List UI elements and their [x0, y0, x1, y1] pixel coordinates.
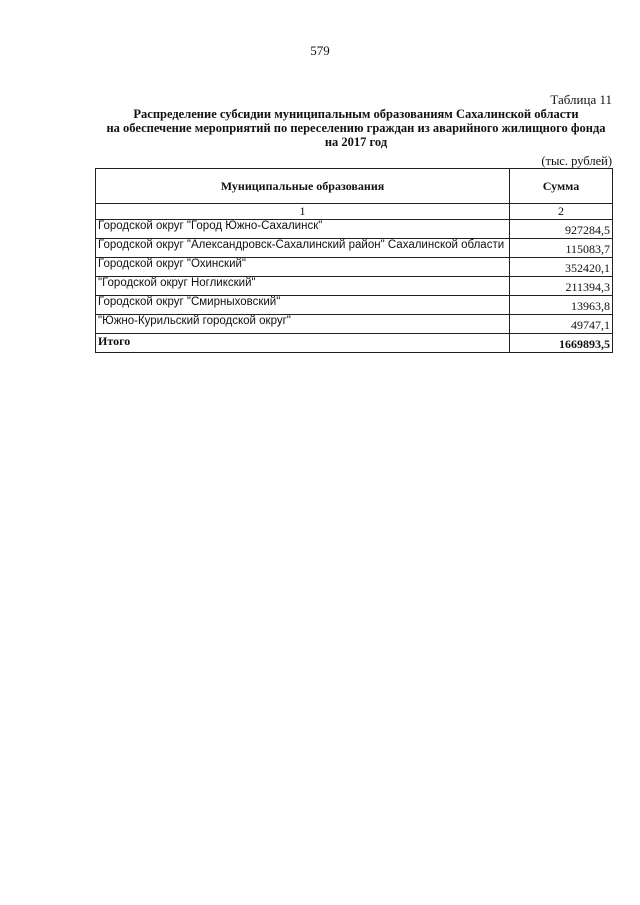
subsidy-amount: 352420,1	[510, 258, 613, 277]
page-number: 579	[310, 43, 330, 58]
municipality-name: Городской округ "Охинский"	[96, 258, 510, 277]
units-label: (тыс. рублей)	[541, 154, 612, 168]
subsidy-table	[95, 168, 613, 353]
subsidy-amount: 927284,5	[510, 220, 613, 239]
municipality-name: Городской округ "Смирныховский"	[96, 296, 510, 315]
table-row	[96, 277, 613, 296]
table-header-row	[96, 169, 613, 204]
subsidy-amount: 211394,3	[510, 277, 613, 296]
total-amount: 1669893,5	[510, 334, 613, 353]
title-line: Распределение субсидии муниципальным образованиям Сахалинской области	[133, 107, 579, 121]
column-header-municipalities: Муниципальные образования	[96, 169, 510, 204]
subsidy-amount: 115083,7	[510, 239, 613, 258]
column-number: 1	[96, 204, 510, 220]
column-header-sum: Сумма	[510, 169, 613, 204]
table-row	[96, 220, 613, 239]
title-line: на обеспечение мероприятий по переселению граждан из аварийного жилищного фонда	[106, 121, 606, 135]
document-title	[96, 107, 616, 149]
table-row	[96, 239, 613, 258]
table-row	[96, 315, 613, 334]
subsidy-amount: 49747,1	[510, 315, 613, 334]
municipality-name: Городской округ "Александровск-Сахалинский район" Сахалинской области	[96, 239, 510, 258]
column-number: 2	[510, 204, 613, 220]
total-label: Итого	[96, 334, 510, 353]
municipality-name: "Южно-Курильский городской округ"	[96, 315, 510, 334]
column-number-row	[96, 204, 613, 220]
title-line: на 2017 год	[324, 135, 388, 149]
subsidy-amount: 13963,8	[510, 296, 613, 315]
table-row	[96, 258, 613, 277]
municipality-name: "Городской округ Ногликский"	[96, 277, 510, 296]
total-row	[96, 334, 613, 353]
table-row	[96, 296, 613, 315]
municipality-name: Городской округ "Город Южно-Сахалинск"	[96, 220, 510, 239]
table-label: Таблица 11	[550, 92, 612, 107]
